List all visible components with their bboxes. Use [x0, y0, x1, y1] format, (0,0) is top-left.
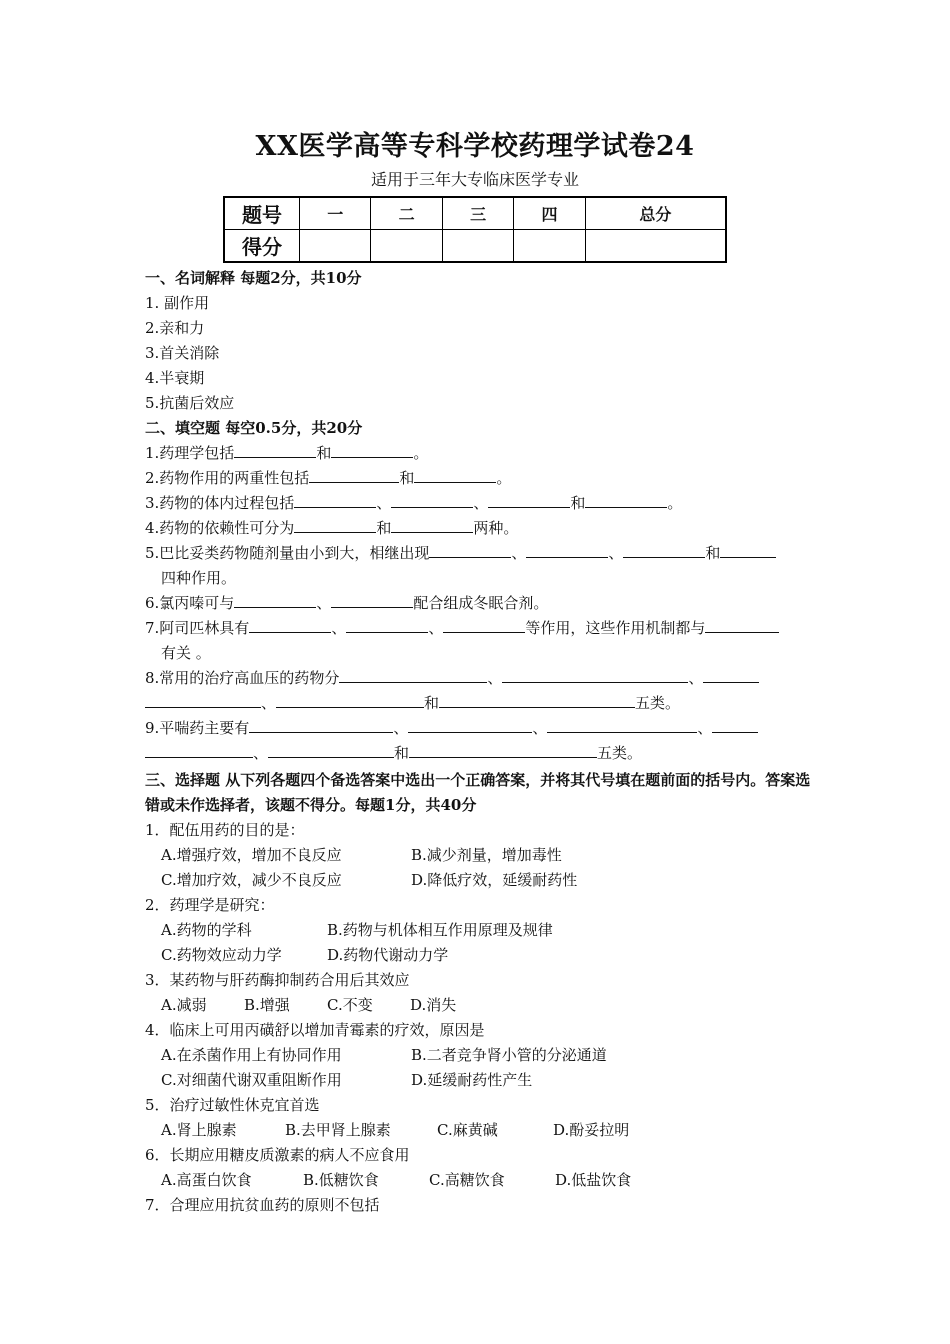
blank[interactable]: [234, 443, 316, 458]
mc-option[interactable]: A.药物的学科: [161, 921, 252, 939]
blank[interactable]: [346, 618, 428, 633]
q3-text: 、: [473, 494, 489, 512]
q6-text: 配合组成冬眠合剂。: [413, 594, 549, 612]
blank[interactable]: [294, 518, 376, 533]
mc-option[interactable]: A.增强疗效，增加不良反应: [161, 846, 342, 864]
score-col-4: 四: [514, 197, 585, 230]
mc-option[interactable]: A.减弱: [161, 996, 207, 1014]
blank[interactable]: [439, 693, 635, 708]
fill-question-1: [145, 441, 815, 466]
q2-text: 和: [399, 469, 415, 487]
q8-text: 和: [424, 694, 440, 712]
q5-text: 和: [705, 544, 721, 562]
blank[interactable]: [720, 543, 776, 558]
mc-question-stem: 5．治疗过敏性休克宜首选: [145, 1096, 320, 1114]
blank[interactable]: [703, 668, 759, 683]
q9-text: 五类。: [597, 744, 643, 762]
fill-question-2: [145, 466, 815, 491]
mc-option[interactable]: D.降低疗效，延缓耐药性: [411, 871, 578, 889]
blank[interactable]: [294, 493, 376, 508]
blank[interactable]: [488, 493, 570, 508]
mc-options-row: [145, 1168, 815, 1193]
mc-option[interactable]: D.延缓耐药性产生: [411, 1071, 533, 1089]
mc-option[interactable]: A.高蛋白饮食: [161, 1171, 252, 1189]
q1-text: 1.药理学包括: [145, 444, 235, 462]
q8-text: 8.常用的治疗高血压的药物分: [145, 669, 340, 687]
q2-text: 。: [496, 469, 512, 487]
mc-options-row: [145, 943, 815, 968]
q4-text: 两种。: [473, 519, 519, 537]
score-cell-1[interactable]: [300, 230, 371, 263]
mc-option[interactable]: C.麻黄碱: [437, 1121, 498, 1139]
q3-text: 。: [667, 494, 683, 512]
term-item: 2.亲和力: [145, 319, 205, 337]
mc-options-row: [145, 868, 815, 893]
term-item: 3.首关消除: [145, 344, 220, 362]
blank[interactable]: [623, 543, 705, 558]
score-col-total: 总分: [585, 197, 726, 230]
q3-text: 和: [570, 494, 586, 512]
q3-text: 、: [376, 494, 392, 512]
q8-text: 、: [261, 694, 277, 712]
term-item: 5.抗菌后效应: [145, 394, 235, 412]
blank[interactable]: [414, 468, 496, 483]
blank[interactable]: [712, 718, 758, 733]
q9-text: 、: [697, 719, 713, 737]
q7-text: 7.阿司匹林具有: [145, 619, 250, 637]
fill-question-9-cont: [145, 741, 815, 766]
mc-option[interactable]: D.低盐饮食: [555, 1171, 632, 1189]
fill-question-3: [145, 491, 815, 516]
blank[interactable]: [249, 718, 393, 733]
mc-question-stem: 7．合理应用抗贫血药的原则不包括: [145, 1196, 380, 1214]
mc-option[interactable]: C.不变: [327, 996, 373, 1014]
blank[interactable]: [309, 468, 399, 483]
blank[interactable]: [443, 618, 525, 633]
mc-options-row: [145, 918, 815, 943]
section2-heading: 二、填空题 每空0.5分，共20分: [145, 419, 363, 437]
blank[interactable]: [547, 718, 697, 733]
mc-options-row: [145, 1043, 815, 1068]
mc-option[interactable]: B.药物与机体相互作用原理及规律: [327, 921, 553, 939]
mc-option[interactable]: C.对细菌代谢双重阻断作用: [161, 1071, 342, 1089]
q9-text: 和: [394, 744, 410, 762]
q5-text: 5.巴比妥类药物随剂量由小到大，相继出现: [145, 544, 430, 562]
blank[interactable]: [268, 743, 394, 758]
mc-option[interactable]: C.增加疗效，减少不良反应: [161, 871, 342, 889]
fill-question-5-cont: 四种作用。: [161, 569, 237, 587]
mc-option[interactable]: C.药物效应动力学: [161, 946, 282, 964]
q7-text: 等作用，这些作用机制都与: [525, 619, 706, 637]
score-table-score-row: [224, 230, 726, 263]
fill-question-4: [145, 516, 815, 541]
q9-text: 、: [393, 719, 409, 737]
fill-question-9: [145, 716, 815, 741]
score-col-3: 三: [442, 197, 513, 230]
q9-text: 、: [532, 719, 548, 737]
exam-content: [145, 266, 815, 1218]
mc-option[interactable]: C.高糖饮食: [429, 1171, 505, 1189]
exam-subtitle: 适用于三年大专临床医学专业: [370, 170, 579, 189]
q1-text: 和: [316, 444, 332, 462]
q2-text: 2.药物作用的两重性包括: [145, 469, 310, 487]
fill-question-7-cont: 有关 。: [161, 644, 211, 662]
q4-text: 和: [376, 519, 392, 537]
mc-option[interactable]: B.低糖饮食: [303, 1171, 379, 1189]
exam-title: XX医学高等专科学校药理学试卷24: [255, 131, 695, 162]
mc-options-row: [145, 1068, 815, 1093]
blank[interactable]: [145, 743, 253, 758]
mc-options-row: [145, 993, 815, 1018]
term-item: 1. 副作用: [145, 294, 210, 312]
section3-heading: 三、选择题 从下列各题四个备选答案中选出一个正确答案，并将其代号填在题前面的括号内。答案选错或未作选择者，该题不得分。每题1分，共40分: [145, 771, 811, 814]
q6-text: 6.氯丙嗪可与: [145, 594, 235, 612]
q1-text: 。: [413, 444, 429, 462]
score-table-row1-label: 题号: [224, 197, 300, 230]
q5-text: 、: [608, 544, 624, 562]
mc-question-stem: 2．药理学是研究：: [145, 896, 275, 914]
score-cell-2[interactable]: [371, 230, 442, 263]
section1-heading: 一、名词解释 每题2分，共10分: [145, 269, 362, 287]
mc-option[interactable]: D.消失: [410, 996, 457, 1014]
blank[interactable]: [249, 618, 331, 633]
blank[interactable]: [502, 668, 688, 683]
term-item: 4.半衰期: [145, 369, 205, 387]
q3-text: 3.药物的体内过程包括: [145, 494, 295, 512]
q7-text: 、: [428, 619, 444, 637]
q8-text: 五类。: [635, 694, 681, 712]
q4-text: 4.药物的依赖性可分为: [145, 519, 295, 537]
score-table-header-row: [224, 197, 726, 230]
q5-text: 、: [511, 544, 527, 562]
q7-text: 、: [331, 619, 347, 637]
blank[interactable]: [585, 493, 667, 508]
q8-text: 、: [688, 669, 704, 687]
blank[interactable]: [391, 493, 473, 508]
q6-text: 、: [316, 594, 332, 612]
fill-question-5: [145, 541, 815, 566]
mc-question-stem: 1．配伍用药的目的是：: [145, 821, 305, 839]
blank[interactable]: [391, 518, 473, 533]
blank[interactable]: [145, 693, 261, 708]
blank[interactable]: [339, 668, 487, 683]
fill-question-6: [145, 591, 815, 616]
score-table-row2-label: 得分: [224, 230, 300, 263]
score-col-1: 一: [300, 197, 371, 230]
mc-option[interactable]: D.药物代谢动力学: [327, 946, 449, 964]
blank[interactable]: [276, 693, 424, 708]
mc-question-stem: 3．某药物与肝药酶抑制药合用后其效应: [145, 971, 410, 989]
q8-text: 、: [487, 669, 503, 687]
mc-option[interactable]: B.去甲肾上腺素: [285, 1121, 391, 1139]
score-cell-total[interactable]: [585, 230, 726, 263]
score-cell-3[interactable]: [442, 230, 513, 263]
blank[interactable]: [429, 543, 511, 558]
q9-text: 、: [253, 744, 269, 762]
blank[interactable]: [331, 443, 413, 458]
mc-option[interactable]: B.二者竞争肾小管的分泌通道: [411, 1046, 607, 1064]
blank[interactable]: [409, 743, 597, 758]
mc-question-stem: 4．临床上可用丙磺舒以增加青霉素的疗效，原因是: [145, 1021, 485, 1039]
mc-options-row: [145, 1118, 815, 1143]
score-col-2: 二: [371, 197, 442, 230]
fill-question-8-cont: [145, 691, 815, 716]
q9-text: 9.平喘药主要有: [145, 719, 250, 737]
mc-option[interactable]: D.酚妥拉明: [553, 1121, 630, 1139]
blank[interactable]: [331, 593, 413, 608]
blank[interactable]: [526, 543, 608, 558]
mc-question-stem: 6．长期应用糖皮质激素的病人不应食用: [145, 1146, 410, 1164]
mc-option[interactable]: B.增强: [244, 996, 290, 1014]
blank[interactable]: [705, 618, 779, 633]
fill-question-8: [145, 666, 815, 691]
blank[interactable]: [234, 593, 316, 608]
mc-option[interactable]: A.肾上腺素: [161, 1121, 237, 1139]
score-cell-4[interactable]: [514, 230, 585, 263]
mc-option[interactable]: B.减少剂量，增加毒性: [411, 846, 562, 864]
mc-option[interactable]: A.在杀菌作用上有协同作用: [161, 1046, 342, 1064]
score-table: [223, 196, 727, 263]
blank[interactable]: [408, 718, 532, 733]
fill-question-7: [145, 616, 815, 641]
mc-options-row: [145, 843, 815, 868]
